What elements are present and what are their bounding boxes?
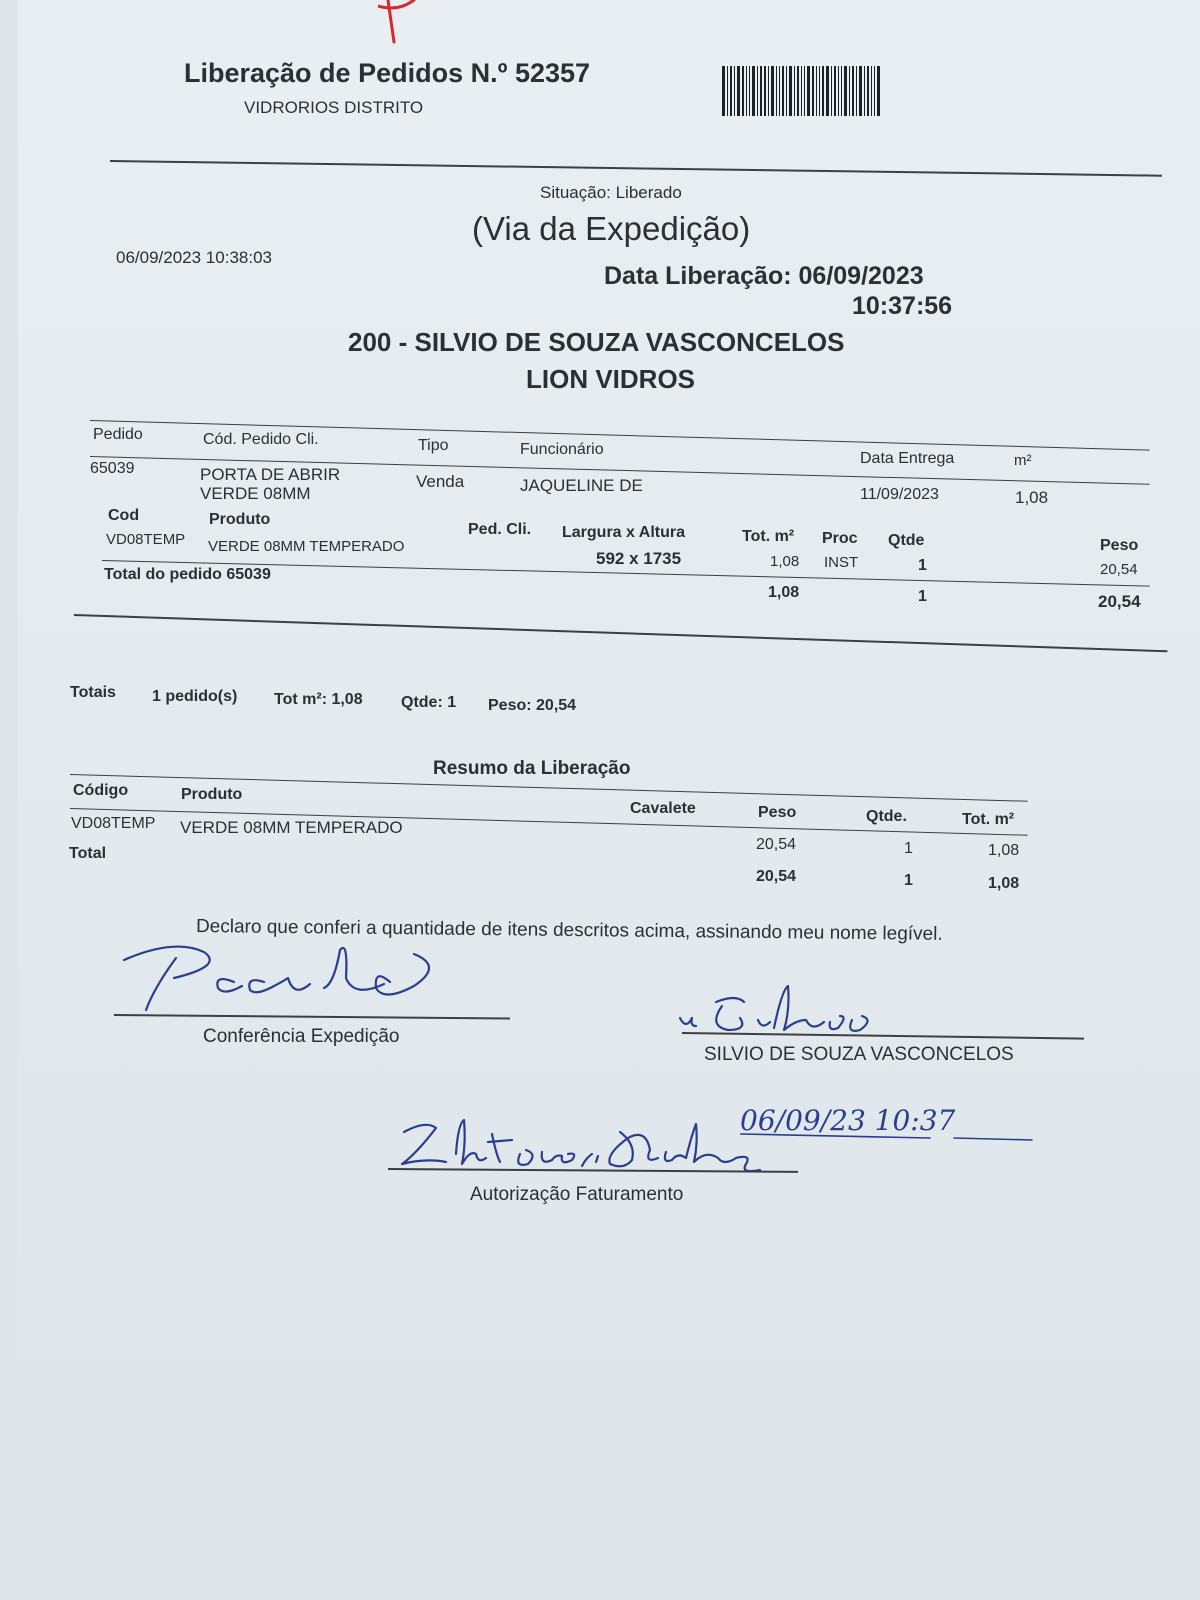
resumo-row-tot-m2: 1,08 <box>988 842 1020 859</box>
barcode-bar <box>849 66 850 116</box>
resumo-total-qtde: 1 <box>904 872 913 889</box>
red-pen-mark <box>378 0 438 50</box>
barcode-bar <box>746 66 747 116</box>
col-tipo: Tipo <box>418 437 449 454</box>
resumo-col-tot-m2: Tot. m² <box>962 811 1015 828</box>
barcode-bar <box>804 66 805 116</box>
resumo-col-produto: Produto <box>181 786 243 803</box>
resumo-col-peso: Peso <box>758 804 797 821</box>
order-tipo: Venda <box>416 472 465 491</box>
resumo-total-tot-m2: 1,08 <box>988 875 1020 892</box>
barcode-bar <box>801 66 802 116</box>
col-proc: Proc <box>822 530 858 547</box>
barcode-bar <box>826 66 829 116</box>
item-proc: INST <box>824 554 859 571</box>
col-cod: Cod <box>108 507 140 524</box>
signature-autorizacao <box>396 1114 776 1184</box>
order-cod-cli-line1: PORTA DE ABRIR <box>200 465 341 484</box>
order-funcionario: JAQUELINE DE <box>520 476 643 495</box>
barcode-bar <box>877 66 880 116</box>
barcode-bar <box>794 66 795 116</box>
barcode-bar <box>768 66 769 116</box>
signature-conferencia <box>114 938 454 1018</box>
barcode-bar <box>867 66 869 116</box>
barcode-bar <box>727 66 728 116</box>
barcode-bar <box>831 66 832 116</box>
barcode-bar <box>797 66 799 116</box>
barcode-bar <box>789 66 792 116</box>
item-produto: VERDE 08MM TEMPERADO <box>208 538 405 555</box>
conferencia-label: Conferência Expedição <box>203 1026 400 1047</box>
order-table-bottom-rule <box>74 614 1167 652</box>
barcode-bar <box>771 66 774 116</box>
resumo-col-codigo: Código <box>73 782 129 799</box>
resumo-col-qtde: Qtde. <box>866 808 907 825</box>
hora-liberacao: 10:37:56 <box>852 292 953 320</box>
barcode-bar <box>871 66 872 116</box>
barcode-bar <box>779 66 780 116</box>
client-company: LION VIDROS <box>526 364 696 394</box>
barcode-bar <box>722 66 725 116</box>
data-liberacao: Data Liberação: 06/09/2023 <box>604 262 924 290</box>
totais-pedidos: 1 pedido(s) <box>152 688 238 705</box>
resumo-row-codigo: VD08TEMP <box>71 815 156 832</box>
item-cod: VD08TEMP <box>106 531 186 548</box>
autorizacao-label: Autorização Faturamento <box>470 1184 684 1205</box>
order-pedido: 65039 <box>90 460 135 477</box>
order-total-qtde: 1 <box>918 588 927 605</box>
via-label: (Via da Expedição) <box>472 210 751 247</box>
resumo-col-cavalete: Cavalete <box>630 800 696 817</box>
svg-text:06/09/23 10:37: 06/09/23 10:37 <box>740 1104 956 1137</box>
order-total-peso: 20,54 <box>1098 592 1141 611</box>
resumo-row-peso: 20,54 <box>756 836 797 853</box>
barcode-bar <box>730 66 732 116</box>
order-total-label: Total do pedido 65039 <box>104 566 271 583</box>
col-peso: Peso <box>1100 537 1139 554</box>
barcode-bar <box>852 66 854 116</box>
resumo-row-qtde: 1 <box>904 840 913 857</box>
client-name: 200 - SILVIO DE SOUZA VASCONCELOS <box>348 327 845 357</box>
col-produto: Produto <box>209 511 271 528</box>
barcode-bar <box>812 66 814 116</box>
barcode-bar <box>819 66 820 116</box>
barcode-bar <box>834 66 836 116</box>
barcode-bar <box>859 66 862 116</box>
totais-qtde: Qtde: 1 <box>401 694 457 711</box>
barcode-bar <box>874 66 875 116</box>
barcode-bar <box>841 66 842 116</box>
barcode-bar <box>822 66 824 116</box>
barcode-bar <box>764 66 766 116</box>
document-sheet <box>18 0 1200 1600</box>
resumo-total-peso: 20,54 <box>756 868 797 885</box>
barcode-bar <box>734 66 735 116</box>
col-largura-altura: Largura x Altura <box>562 524 685 541</box>
item-tot-m2: 1,08 <box>770 553 800 570</box>
col-pedido: Pedido <box>93 426 143 443</box>
handwritten-date <box>740 1100 1060 1150</box>
totais-peso: Peso: 20,54 <box>488 697 577 714</box>
col-data-entrega: Data Entrega <box>860 450 955 467</box>
item-peso: 20,54 <box>1100 561 1138 578</box>
col-cod-pedido-cli: Cód. Pedido Cli. <box>203 431 319 448</box>
col-funcionario: Funcionário <box>520 441 604 458</box>
order-m2: 1,08 <box>1015 488 1049 507</box>
declaration-text: Declaro que conferi a quantidade de itens descritos acima, assinando meu nome legível. <box>195 916 943 945</box>
barcode-bar <box>776 66 777 116</box>
barcode-bar <box>864 66 865 116</box>
barcode-bar <box>786 66 787 116</box>
totais-tot-m2: Tot m²: 1,08 <box>274 691 363 708</box>
barcode-bar <box>844 66 847 116</box>
barcode-bar <box>752 66 755 116</box>
order-total-m2: 1,08 <box>768 584 800 601</box>
col-m2: m² <box>1014 452 1032 469</box>
totais-label: Totais <box>70 684 116 701</box>
barcode-bar <box>782 66 784 116</box>
signature-client <box>678 980 898 1040</box>
item-largura-altura: 592 x 1735 <box>596 549 682 568</box>
company-name: VIDRORIOS DISTRITO <box>244 98 424 117</box>
col-tot-m2: Tot. m² <box>742 528 795 545</box>
barcode <box>722 66 882 116</box>
barcode-bar <box>838 66 839 116</box>
situacao: Situação: Liberado <box>540 183 682 202</box>
item-qtde: 1 <box>918 557 927 574</box>
barcode-bar <box>856 66 857 116</box>
resumo-total-label: Total <box>69 845 107 862</box>
client-signature-label: SILVIO DE SOUZA VASCONCELOS <box>704 1044 1014 1065</box>
col-ped-cli: Ped. Cli. <box>468 521 532 538</box>
barcode-bar <box>742 66 744 116</box>
barcode-bar <box>749 66 750 116</box>
resumo-row-produto: VERDE 08MM TEMPERADO <box>180 818 403 837</box>
barcode-bar <box>757 66 758 116</box>
barcode-bar <box>807 66 810 116</box>
printed-at: 06/09/2023 10:38:03 <box>116 248 272 267</box>
document-title: Liberação de Pedidos N.º 52357 <box>184 58 591 88</box>
barcode-bar <box>760 66 762 116</box>
header-divider <box>110 160 1162 177</box>
barcode-bar <box>737 66 740 116</box>
resumo-title: Resumo da Liberação <box>433 758 631 779</box>
order-cod-cli-line2: VERDE 08MM <box>200 484 311 503</box>
barcode-bar <box>816 66 817 116</box>
order-data-entrega: 11/09/2023 <box>860 486 939 503</box>
col-qtde: Qtde <box>888 532 925 549</box>
